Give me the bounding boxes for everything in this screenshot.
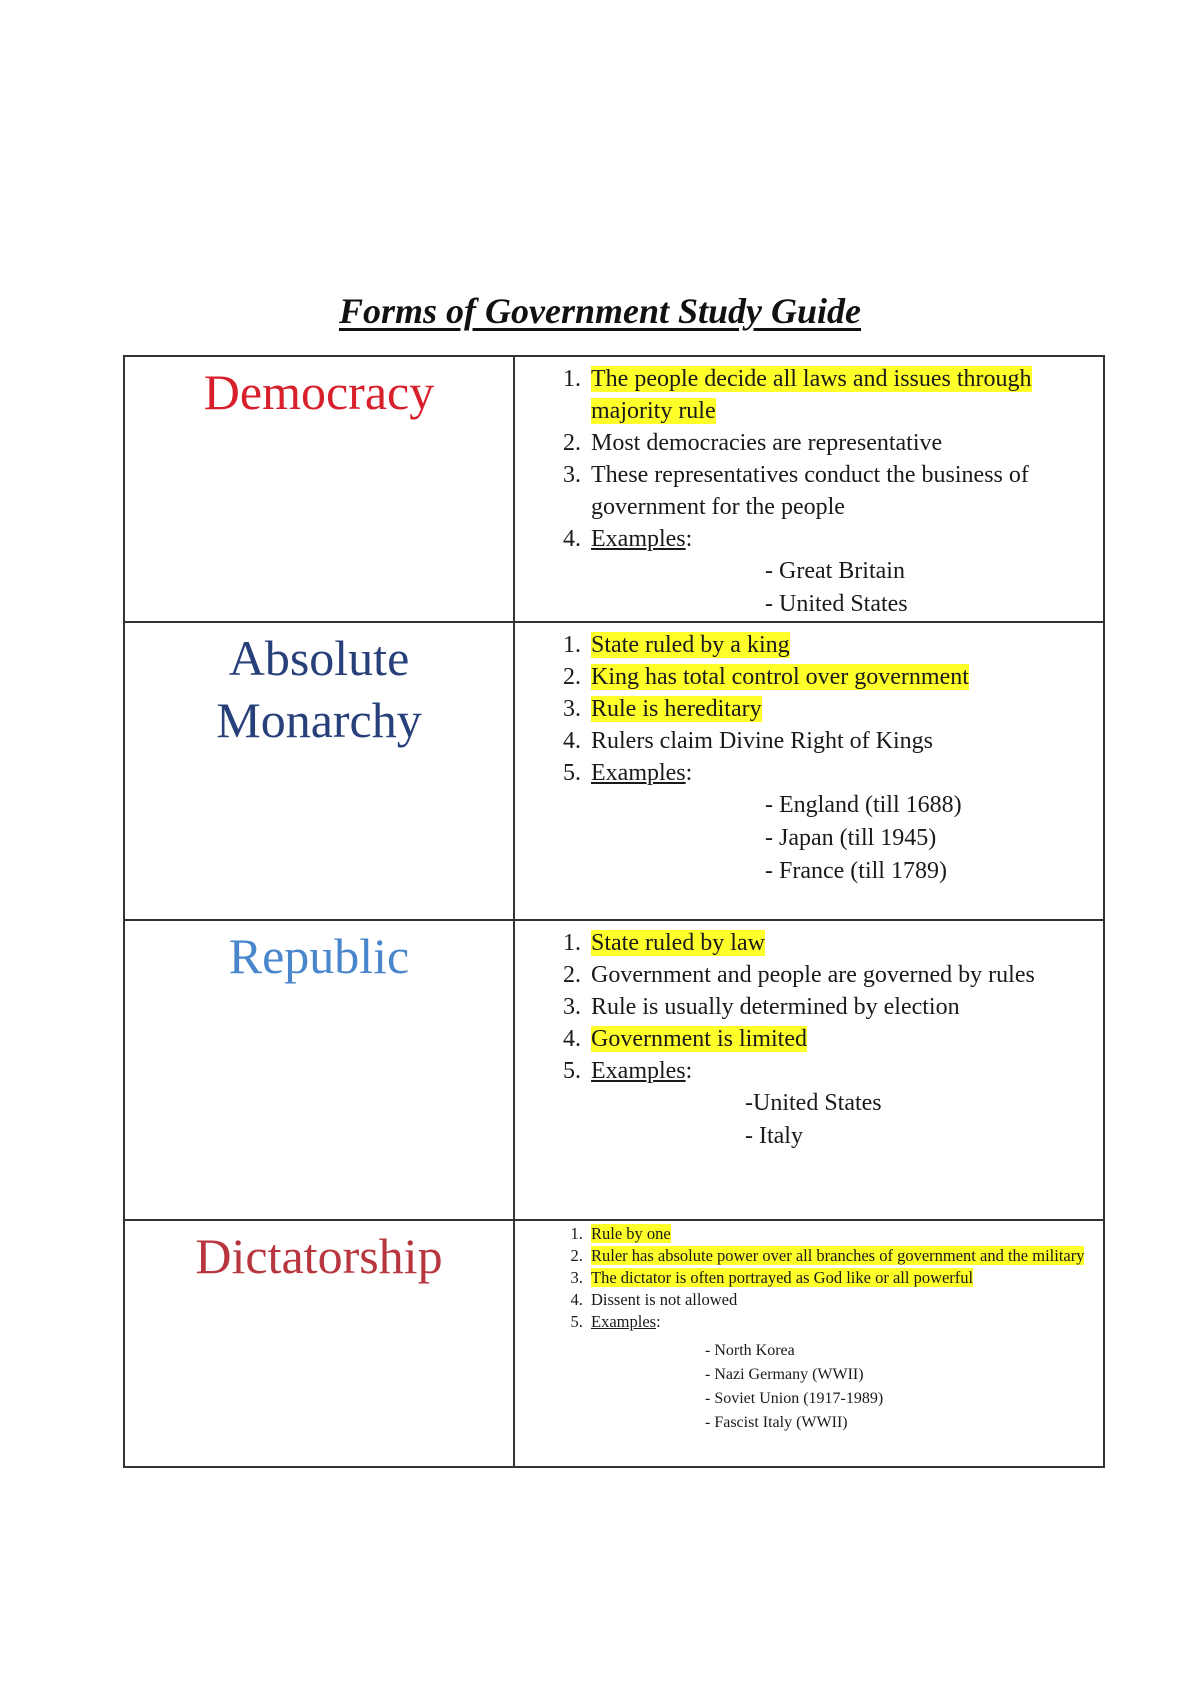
list-item: 2. Ruler has absolute power over all branches of government and the military [587,1245,1103,1267]
list-item: 3. Rule is hereditary [587,693,1103,725]
points-list-dictatorship [515,1221,1103,1333]
detail-cell-absolute-monarchy [514,622,1104,920]
list-item: 4. Examples: [587,523,1103,555]
example-item: - France (till 1789) [765,858,947,884]
list-item: 4. Rulers claim Divine Right of Kings [587,725,1103,757]
example-item: - Great Britain [765,558,905,584]
examples-dictatorship [515,1333,1103,1435]
list-item: 2. King has total control over government [587,661,1103,693]
points-list-absolute-monarchy [515,623,1103,789]
study-guide-table [123,355,1105,1468]
list-item: 5. Examples: [587,757,1103,789]
name-cell-dictatorship [124,1220,514,1467]
name-cell-democracy [124,356,514,622]
list-item: 5. Examples: [587,1055,1103,1087]
list-item: 3. The dictator is often portrayed as God like or all powerful [587,1267,1103,1289]
page-title: Forms of Government Study Guide [338,291,862,331]
example-item: - Soviet Union (1917-1989) [705,1390,884,1407]
list-item: 1. Rule by one [587,1223,1103,1245]
list-item: 5. Examples: [587,1311,1103,1333]
points-list-democracy [515,357,1103,555]
list-item: 4. Dissent is not allowed [587,1289,1103,1311]
example-item: - Fascist Italy (WWII) [705,1414,848,1431]
list-item: 2. Most democracies are representative [587,427,1103,459]
detail-cell-dictatorship [514,1220,1104,1467]
examples-democracy [515,555,1103,621]
detail-cell-republic [514,920,1104,1220]
heading-democracy: Democracy [203,364,435,420]
table-row-democracy [124,356,1104,622]
example-item: - Italy [745,1123,803,1149]
table-row-dictatorship [124,1220,1104,1467]
example-item: - Japan (till 1945) [765,825,937,851]
list-item: 4. Government is limited [587,1023,1103,1055]
heading-dictatorship: Dictatorship [195,1228,443,1284]
table-row-absolute-monarchy [124,622,1104,920]
list-item: 2. Government and people are governed by rules [587,959,1103,991]
heading-republic: Republic [228,928,410,984]
example-item: - Nazi Germany (WWII) [705,1366,864,1383]
examples-republic [515,1087,1103,1153]
points-list-republic [515,921,1103,1087]
list-item: 1. State ruled by law [587,927,1103,959]
example-item: - England (till 1688) [765,792,962,818]
list-item: 3. Rule is usually determined by election [587,991,1103,1023]
name-cell-republic [124,920,514,1220]
list-item: 1. State ruled by a king [587,629,1103,661]
detail-cell-democracy [514,356,1104,622]
example-item: - North Korea [705,1342,795,1359]
example-item: - United States [765,591,908,617]
name-cell-absolute-monarchy [124,622,514,920]
list-item: 3. These representatives conduct the business of government for the people [587,459,1103,523]
heading-absolute-monarchy: Absolute Monarchy [216,630,422,748]
list-item: 1. The people decide all laws and issues through majority rule [587,363,1103,427]
table-row-republic [124,920,1104,1220]
examples-absolute-monarchy [515,789,1103,888]
example-item: -United States [745,1090,882,1116]
